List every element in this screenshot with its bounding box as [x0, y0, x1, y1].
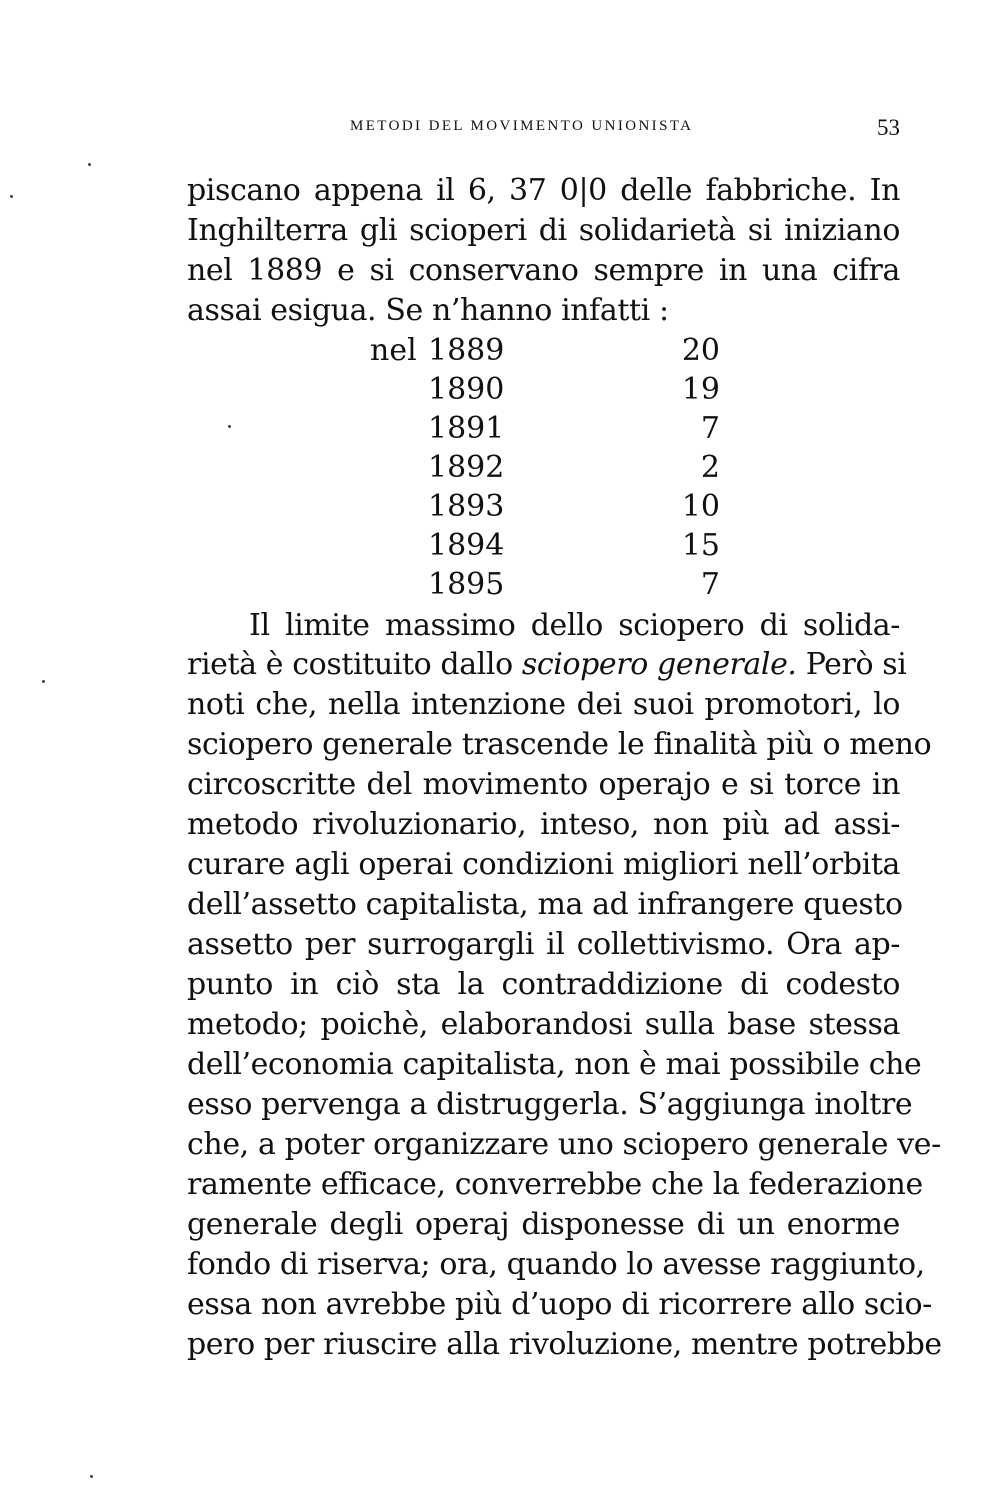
- text-line: metodo; poichè, elaborandosi sulla base stessa: [187, 1007, 900, 1042]
- count-cell: 15: [681, 528, 720, 563]
- text-line: sciopero generale trascende le finalità più o meno: [187, 727, 932, 762]
- text-line: che, a poter organizzare uno sciopero generale ve-: [187, 1127, 941, 1162]
- year-cell: 1894: [428, 528, 505, 563]
- text-line: noti che, nella intenzione dei suoi promotori, lo: [187, 687, 900, 722]
- year-cell: 1891: [428, 411, 505, 446]
- year-cell: 1890: [428, 372, 505, 407]
- count-cell: 10: [681, 489, 720, 524]
- scan-speck: [90, 1475, 93, 1478]
- text-line: assai esigua. Se n’hanno infatti :: [187, 293, 669, 328]
- table-label: nel: [370, 333, 417, 368]
- text-fragment: rietà è costituito dallo: [187, 647, 522, 682]
- text-line: punto in ciò sta la contraddizione di codesto: [187, 967, 900, 1002]
- count-cell: 20: [681, 333, 720, 368]
- text-line: dell’assetto capitalista, ma ad infrangere questo: [187, 887, 903, 922]
- scan-speck: [10, 195, 13, 198]
- text-line: metodo rivoluzionario, inteso, non più ad assi-: [187, 807, 900, 842]
- year-cell: 1895: [428, 567, 505, 602]
- page-number: 53: [877, 115, 900, 140]
- text-line: piscano appena il 6, 37 0|0 delle fabbriche. In: [187, 173, 900, 208]
- text-line: [187, 645, 907, 685]
- scan-speck: [88, 163, 91, 166]
- text-line: assetto per surrogargli il collettivismo. Ora ap-: [187, 927, 900, 962]
- count-cell: 7: [700, 411, 720, 446]
- text-line: curare agli operai condizioni migliori nell’orbita: [187, 847, 900, 882]
- count-cell: 2: [700, 450, 720, 485]
- italic-term: sciopero generale.: [521, 647, 797, 682]
- text-line: Il limite massimo dello sciopero di solida-: [249, 608, 900, 643]
- text-line: essa non avrebbe più d’uopo di ricorrere allo scio-: [187, 1287, 932, 1322]
- text-line: ramente efficace, converrebbe che la federazione: [187, 1167, 923, 1202]
- text-line: dell’economia capitalista, non è mai possibile che: [187, 1047, 922, 1082]
- scan-speck: [42, 680, 45, 683]
- running-head: METODI DEL MOVIMENTO UNIONISTA: [350, 118, 694, 134]
- text-line: Inghilterra gli scioperi di solidarietà si iniziano: [187, 213, 900, 248]
- year-cell: 1892: [428, 450, 505, 485]
- text-line: pero per riuscire alla rivoluzione, mentre potrebbe: [187, 1327, 942, 1362]
- count-cell: 7: [700, 567, 720, 602]
- text-line: fondo di riserva; ora, quando lo avesse raggiunto,: [187, 1247, 925, 1282]
- text-line: nel 1889 e si conservano sempre in una cifra: [187, 253, 900, 288]
- year-cell: 1893: [428, 489, 505, 524]
- text-line: esso pervenga a distruggerla. S’aggiunga inoltre: [187, 1087, 913, 1122]
- text-line: circoscritte del movimento operajo e si torce in: [187, 767, 900, 802]
- text-fragment: Però si: [796, 647, 907, 682]
- scan-speck: [228, 425, 231, 428]
- page-header: [350, 115, 900, 144]
- year-cell: 1889: [428, 333, 505, 368]
- count-cell: 19: [681, 372, 720, 407]
- text-line: generale degli operaj disponesse di un enorme: [187, 1207, 900, 1242]
